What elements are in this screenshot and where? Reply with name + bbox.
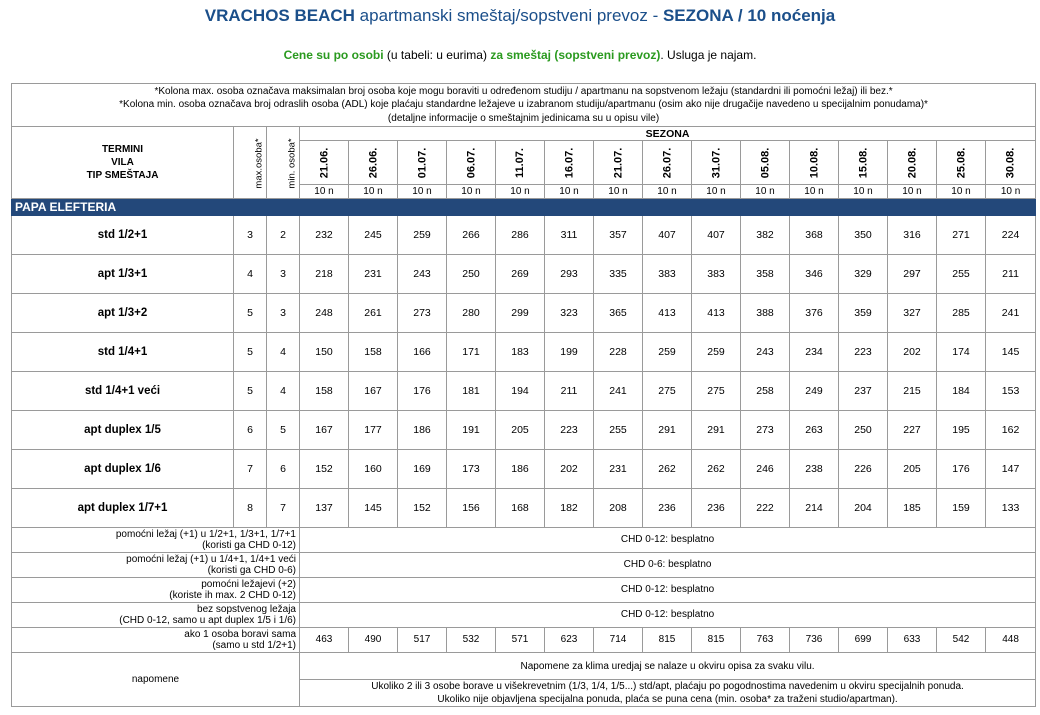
price-cell: 194	[496, 372, 545, 411]
header-tip-smestaja: TIP SMEŠTAJA	[86, 170, 159, 181]
note-max-persons: *Kolona max. osoba označava maksimalan broj osoba koje mogu boraviti u određenom studiju / apartmanu na sopstvenom ležaju (standardni ili pomoćni ležaj) ili bez.*	[154, 85, 893, 97]
date-label: 10.08.	[808, 147, 820, 178]
subtitle-price-note: Cene su po osobi	[283, 48, 384, 62]
unit-min-persons: 3	[267, 255, 300, 294]
price-cell: 202	[545, 450, 594, 489]
price-cell: 147	[986, 450, 1036, 489]
price-cell: 285	[937, 294, 986, 333]
nights-cell: 10 n	[447, 185, 496, 199]
price-cell: 266	[447, 216, 496, 255]
price-cell: 215	[888, 372, 937, 411]
price-cell: 166	[398, 333, 447, 372]
price-cell: 299	[496, 294, 545, 333]
price-cell: 297	[888, 255, 937, 294]
subtitle	[0, 48, 1040, 62]
extra-bed-row	[12, 553, 1036, 578]
price-cell: 407	[692, 216, 741, 255]
single-price-cell: 571	[496, 628, 545, 653]
napomene-special-offer-line1: Ukoliko 2 ili 3 osobe borave u višekrevetnim (1/3, 1/4, 1/5...) std/apt, plaćaju po pogodnostima navedenim u okviru specijalnih ponuda.	[371, 681, 964, 692]
price-cell: 383	[643, 255, 692, 294]
nights-cell: 10 n	[937, 185, 986, 199]
header-max-persons	[234, 127, 267, 199]
price-cell: 335	[594, 255, 643, 294]
unit-row	[12, 372, 1036, 411]
price-cell: 152	[300, 450, 349, 489]
extra-bed-label	[12, 578, 300, 603]
header-sezona: SEZONA	[300, 127, 1036, 141]
table-notes	[12, 84, 1036, 127]
extra-bed-value: CHD 0-6: besplatno	[300, 553, 1036, 578]
single-occupancy-label	[12, 628, 300, 653]
price-cell: 382	[741, 216, 790, 255]
date-header-cell	[692, 141, 741, 185]
price-cell: 365	[594, 294, 643, 333]
napomene-climate-note: Napomene za klima uredjaj se nalaze u okviru opisa za svaku vilu.	[300, 653, 1036, 680]
price-cell: 184	[937, 372, 986, 411]
single-price-cell: 463	[300, 628, 349, 653]
price-cell: 156	[447, 489, 496, 528]
price-cell: 357	[594, 216, 643, 255]
price-cell: 241	[986, 294, 1036, 333]
date-label: 11.07.	[513, 147, 526, 178]
date-header-cell	[349, 141, 398, 185]
price-cell: 255	[594, 411, 643, 450]
price-cell: 218	[300, 255, 349, 294]
price-cell: 152	[398, 489, 447, 528]
price-cell: 173	[447, 450, 496, 489]
price-cell: 250	[447, 255, 496, 294]
single-price-cell: 815	[692, 628, 741, 653]
unit-min-persons: 7	[267, 489, 300, 528]
date-header-cell	[300, 141, 349, 185]
price-cell: 186	[496, 450, 545, 489]
extra-bed-label-line2: (koristi ga CHD 0-12)	[202, 540, 296, 551]
extra-bed-label	[12, 603, 300, 628]
date-label: 31.07.	[710, 147, 722, 178]
price-cell: 388	[741, 294, 790, 333]
note-min-persons: *Kolona min. osoba označava broj odraslih osoba (ADL) koje plaćaju standardne ležajeve u izabranom studiju/apartmanu (osim ako nije drugačije navedeno u specijalnim ponudama)*	[119, 99, 928, 111]
price-cell: 169	[398, 450, 447, 489]
price-cell: 171	[447, 333, 496, 372]
price-cell: 241	[594, 372, 643, 411]
unit-min-persons: 4	[267, 333, 300, 372]
extra-bed-value: CHD 0-12: besplatno	[300, 578, 1036, 603]
price-cell: 413	[692, 294, 741, 333]
price-cell: 195	[937, 411, 986, 450]
date-label: 21.06.	[318, 147, 330, 178]
date-header-cell	[447, 141, 496, 185]
price-cell: 167	[349, 372, 398, 411]
nights-cell: 10 n	[300, 185, 349, 199]
unit-row	[12, 255, 1036, 294]
unit-min-persons: 4	[267, 372, 300, 411]
date-header-cell	[888, 141, 937, 185]
price-cell: 413	[643, 294, 692, 333]
max-persons-label: max.osoba*	[253, 137, 265, 189]
unit-row	[12, 489, 1036, 528]
napomene-special-offer-line2: Ukoliko nije objavljena specijalna ponuda, plaća se puna cena (min. osoba* za traženi studio/apartman).	[437, 694, 898, 705]
price-cell: 291	[692, 411, 741, 450]
price-cell: 145	[986, 333, 1036, 372]
price-cell: 202	[888, 333, 937, 372]
price-cell: 227	[888, 411, 937, 450]
unit-max-persons: 5	[234, 372, 267, 411]
price-cell: 181	[447, 372, 496, 411]
single-occupancy-row	[12, 628, 1036, 653]
price-cell: 232	[300, 216, 349, 255]
unit-max-persons: 5	[234, 294, 267, 333]
price-cell: 358	[741, 255, 790, 294]
price-table	[11, 83, 1036, 707]
price-cell: 137	[300, 489, 349, 528]
price-cell: 269	[496, 255, 545, 294]
price-cell: 223	[839, 333, 888, 372]
extra-bed-label-line1: pomoćni ležaj (+1) u 1/4+1, 1/4+1 veći	[126, 553, 296, 565]
unit-max-persons: 6	[234, 411, 267, 450]
nights-cell: 10 n	[790, 185, 839, 199]
unit-max-persons: 5	[234, 333, 267, 372]
price-cell: 359	[839, 294, 888, 333]
price-cell: 261	[349, 294, 398, 333]
single-price-cell: 517	[398, 628, 447, 653]
nights-cell: 10 n	[888, 185, 937, 199]
napomene-row	[12, 653, 1036, 680]
section-villa-name: PAPA ELEFTERIA	[12, 199, 1036, 216]
unit-min-persons: 5	[267, 411, 300, 450]
price-cell: 174	[937, 333, 986, 372]
price-cell: 176	[937, 450, 986, 489]
unit-name: std 1/4+1 veći	[12, 372, 234, 411]
unit-max-persons: 8	[234, 489, 267, 528]
unit-name: apt duplex 1/7+1	[12, 489, 234, 528]
price-cell: 177	[349, 411, 398, 450]
price-cell: 158	[300, 372, 349, 411]
extra-bed-label-line1: pomoćni ležaj (+1) u 1/2+1, 1/3+1, 1/7+1	[115, 528, 296, 540]
date-header-cell	[643, 141, 692, 185]
price-cell: 262	[692, 450, 741, 489]
price-cell: 205	[888, 450, 937, 489]
single-price-cell: 490	[349, 628, 398, 653]
unit-name: std 1/4+1	[12, 333, 234, 372]
price-cell: 383	[692, 255, 741, 294]
unit-row	[12, 216, 1036, 255]
date-label: 15.08.	[857, 147, 869, 178]
price-cell: 327	[888, 294, 937, 333]
single-price-cell: 699	[839, 628, 888, 653]
nights-cell: 10 n	[839, 185, 888, 199]
price-cell: 259	[692, 333, 741, 372]
price-cell: 263	[790, 411, 839, 450]
date-label: 26.07.	[661, 147, 673, 178]
extra-bed-row	[12, 578, 1036, 603]
price-cell: 162	[986, 411, 1036, 450]
price-cell: 293	[545, 255, 594, 294]
price-cell: 185	[888, 489, 937, 528]
nights-cell: 10 n	[741, 185, 790, 199]
nights-cell: 10 n	[398, 185, 447, 199]
date-label: 16.07.	[563, 147, 575, 178]
extra-bed-label-line1: pomoćni ležajevi (+2)	[201, 578, 296, 590]
single-price-cell: 633	[888, 628, 937, 653]
price-cell: 133	[986, 489, 1036, 528]
price-cell: 249	[790, 372, 839, 411]
price-cell: 222	[741, 489, 790, 528]
price-cell: 211	[545, 372, 594, 411]
price-cell: 273	[398, 294, 447, 333]
extra-bed-label	[12, 528, 300, 553]
nights-cell: 10 n	[349, 185, 398, 199]
nights-cell: 10 n	[643, 185, 692, 199]
date-header-cell	[839, 141, 888, 185]
price-cell: 245	[349, 216, 398, 255]
extra-bed-label-line2: (CHD 0-12, samo u apt duplex 1/5 i 1/6)	[119, 615, 296, 626]
price-cell: 311	[545, 216, 594, 255]
price-cell: 271	[937, 216, 986, 255]
price-cell: 183	[496, 333, 545, 372]
date-header-cell	[496, 141, 545, 185]
nights-cell: 10 n	[545, 185, 594, 199]
nights-cell: 10 n	[986, 185, 1036, 199]
unit-row	[12, 450, 1036, 489]
unit-row	[12, 294, 1036, 333]
napomene-label: napomene	[12, 653, 300, 707]
price-cell: 275	[643, 372, 692, 411]
price-cell: 211	[986, 255, 1036, 294]
single-occupancy-label-line2: (samo u std 1/2+1)	[212, 640, 296, 651]
napomene-special-offer-note	[300, 680, 1036, 707]
nights-cell: 10 n	[594, 185, 643, 199]
price-cell: 236	[643, 489, 692, 528]
price-cell: 237	[839, 372, 888, 411]
title-hotel-name: VRACHOS BEACH	[204, 6, 355, 25]
price-cell: 407	[643, 216, 692, 255]
single-occupancy-label-line1: ako 1 osoba boravi sama	[184, 628, 296, 640]
price-cell: 259	[398, 216, 447, 255]
extra-bed-value: CHD 0-12: besplatno	[300, 603, 1036, 628]
header-termini: TERMINI	[101, 144, 144, 155]
single-price-cell: 736	[790, 628, 839, 653]
price-cell: 160	[349, 450, 398, 489]
unit-max-persons: 7	[234, 450, 267, 489]
price-cell: 238	[790, 450, 839, 489]
price-cell: 228	[594, 333, 643, 372]
price-cell: 250	[839, 411, 888, 450]
price-cell: 286	[496, 216, 545, 255]
extra-bed-label-line2: (koristi ga CHD 0-6)	[207, 565, 296, 576]
date-label: 30.08.	[1004, 147, 1017, 178]
date-label: 25.08.	[955, 147, 967, 178]
price-cell: 323	[545, 294, 594, 333]
subtitle-service-note: . Usluga je najam.	[660, 48, 757, 62]
single-price-cell: 623	[545, 628, 594, 653]
subtitle-currency-note: (u tabeli: u eurima)	[383, 48, 491, 62]
nights-cell: 10 n	[692, 185, 741, 199]
unit-min-persons: 3	[267, 294, 300, 333]
price-cell: 346	[790, 255, 839, 294]
date-header-cell	[741, 141, 790, 185]
price-cell: 199	[545, 333, 594, 372]
date-label: 20.08.	[906, 147, 918, 178]
date-header-cell	[986, 141, 1036, 185]
extra-bed-label-line2: (koriste ih max. 2 CHD 0-12)	[169, 590, 296, 601]
min-persons-label: min. osoba*	[286, 137, 298, 189]
price-cell: 234	[790, 333, 839, 372]
date-header-cell	[398, 141, 447, 185]
title-description: apartmanski smeštaj/sopstveni prevoz -	[354, 6, 663, 25]
price-cell: 168	[496, 489, 545, 528]
date-label: 26.06.	[367, 147, 379, 178]
single-price-cell: 714	[594, 628, 643, 653]
price-cell: 231	[594, 450, 643, 489]
price-cell: 259	[643, 333, 692, 372]
price-cell: 246	[741, 450, 790, 489]
unit-row	[12, 333, 1036, 372]
date-label: 01.07.	[416, 147, 428, 178]
price-cell: 258	[741, 372, 790, 411]
nights-cell: 10 n	[496, 185, 545, 199]
price-cell: 191	[447, 411, 496, 450]
single-price-cell: 532	[447, 628, 496, 653]
date-header-cell	[790, 141, 839, 185]
unit-max-persons: 3	[234, 216, 267, 255]
date-label: 21.07.	[612, 147, 624, 178]
price-cell: 150	[300, 333, 349, 372]
price-cell: 275	[692, 372, 741, 411]
date-label: 06.07.	[465, 147, 477, 178]
price-cell: 236	[692, 489, 741, 528]
single-price-cell: 448	[986, 628, 1036, 653]
price-cell: 158	[349, 333, 398, 372]
price-cell: 204	[839, 489, 888, 528]
unit-name: apt 1/3+1	[12, 255, 234, 294]
date-header-cell	[594, 141, 643, 185]
unit-min-persons: 6	[267, 450, 300, 489]
note-details: (detaljne informacije o smeštajnim jedinicama su u opisu vile)	[387, 112, 660, 124]
title-season: SEZONA / 10 noćenja	[662, 6, 836, 25]
single-price-cell: 763	[741, 628, 790, 653]
date-header-cell	[545, 141, 594, 185]
price-cell: 262	[643, 450, 692, 489]
page-title	[0, 6, 1040, 26]
price-cell: 376	[790, 294, 839, 333]
unit-min-persons: 2	[267, 216, 300, 255]
extra-bed-row	[12, 603, 1036, 628]
price-cell: 243	[741, 333, 790, 372]
price-cell: 291	[643, 411, 692, 450]
price-cell: 224	[986, 216, 1036, 255]
price-cell: 273	[741, 411, 790, 450]
date-header-cell	[937, 141, 986, 185]
price-cell: 214	[790, 489, 839, 528]
price-cell: 208	[594, 489, 643, 528]
price-cell: 280	[447, 294, 496, 333]
single-price-cell: 542	[937, 628, 986, 653]
unit-name: apt 1/3+2	[12, 294, 234, 333]
unit-name: apt duplex 1/6	[12, 450, 234, 489]
price-cell: 145	[349, 489, 398, 528]
extra-bed-label-line1: bez sopstvenog ležaja	[197, 603, 296, 615]
unit-name: std 1/2+1	[12, 216, 234, 255]
unit-row	[12, 411, 1036, 450]
date-label: 05.08.	[759, 147, 771, 178]
price-cell: 226	[839, 450, 888, 489]
price-cell: 182	[545, 489, 594, 528]
price-cell: 223	[545, 411, 594, 450]
price-cell: 186	[398, 411, 447, 450]
price-cell: 316	[888, 216, 937, 255]
header-min-persons	[267, 127, 300, 199]
price-cell: 159	[937, 489, 986, 528]
header-labels	[12, 127, 234, 199]
price-cell: 248	[300, 294, 349, 333]
price-cell: 243	[398, 255, 447, 294]
subtitle-accommodation-note: za smeštaj (sopstveni prevoz)	[490, 48, 661, 62]
header-vila: VILA	[111, 157, 134, 168]
single-price-cell: 815	[643, 628, 692, 653]
price-cell: 176	[398, 372, 447, 411]
price-cell: 167	[300, 411, 349, 450]
price-cell: 205	[496, 411, 545, 450]
extra-bed-label	[12, 553, 300, 578]
price-cell: 350	[839, 216, 888, 255]
extra-bed-row	[12, 528, 1036, 553]
price-cell: 368	[790, 216, 839, 255]
unit-max-persons: 4	[234, 255, 267, 294]
price-cell: 231	[349, 255, 398, 294]
unit-name: apt duplex 1/5	[12, 411, 234, 450]
price-cell: 255	[937, 255, 986, 294]
price-cell: 153	[986, 372, 1036, 411]
extra-bed-value: CHD 0-12: besplatno	[300, 528, 1036, 553]
price-cell: 329	[839, 255, 888, 294]
